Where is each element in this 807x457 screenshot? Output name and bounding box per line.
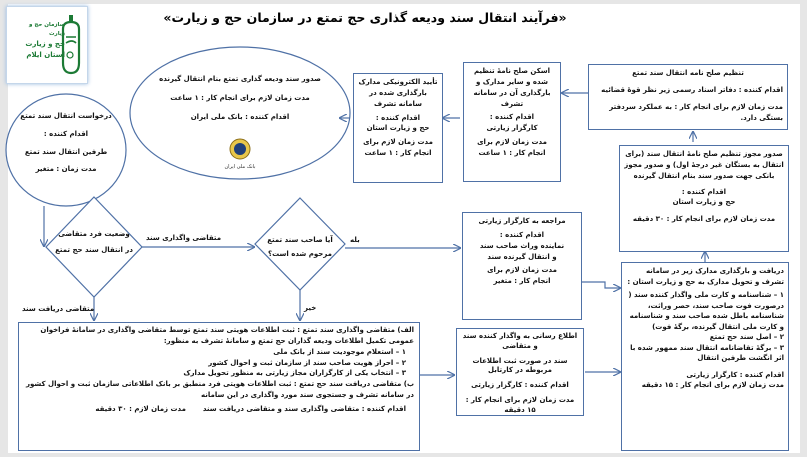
scan-actor: کارگزار زیارتی — [486, 124, 538, 133]
permit-actor-label: اقدام کننده : — [681, 187, 727, 196]
node-permit — [619, 145, 789, 252]
approve-title: تأیید الکترونیکی مدارک بارگذاری شده در سامانه تشرف — [358, 78, 438, 108]
node-deed — [588, 64, 788, 130]
deed-actor: اقدام کننده : دفاتر اسناد رسمی زیر نظر قوهٔ قضائیه — [601, 85, 783, 94]
decision2-line2: مرحوم شده است؟ — [268, 249, 332, 258]
approve-actor-label: اقدام کننده : — [375, 113, 421, 122]
node-request — [14, 112, 118, 175]
notify-duration: مدت زمان لازم برای انجام کار : ۱۵ دقیقه — [465, 395, 575, 414]
documents-intro: دریافت و بارگذاری مدارک زیر در سامانه تشرف و تحویل مدارک به حج و زیارت استان : — [627, 267, 784, 286]
logo-line1: سازمان حج و زیارت — [29, 22, 65, 37]
heirs-duration-1: مدت زمان لازم برای — [487, 266, 557, 275]
org-logo — [6, 6, 88, 84]
registration-footer — [24, 404, 406, 415]
registration-item3: ۳ – انتخاب یکی از کارگزاران مجاز زیارتی به منظور تحویل مدارک — [183, 369, 406, 378]
registration-duration: مدت زمان لازم : ۳۰ دقیقه — [95, 404, 186, 413]
deed-title: تنظیم صلح نامه انتقال سند تمتع — [632, 69, 744, 77]
edge-label-receiver: متقاضی دریافت سند — [22, 305, 95, 313]
node-notify — [456, 328, 584, 416]
approve-duration-2: انجام کار : ۱ ساعت — [364, 149, 432, 158]
registration-part-a: الف) متقاضی واگذاری سند تمتع : ثبت اطلاعات هویتی سند تمتع توسط متقاضی واگذاری در سامانهٔ فراخوان عمومی تکمیل اطلاعات ودیعه گذاران حج تمتع و سامانهٔ تشرف به منظور: — [40, 326, 414, 345]
heirs-actor-1: نماینده وراث صاحب سند — [479, 241, 565, 250]
request-actor: طرفین انتقال سند تمتع — [24, 147, 108, 156]
bank-logo-text: بانک ملی ایران — [224, 164, 256, 170]
edge-label-yes: بله — [350, 236, 360, 244]
request-duration: مدت زمان : متغیر — [35, 165, 97, 174]
logo-line2: حج و زیارت استان ایلام — [25, 39, 65, 59]
documents-actor: اقدام کننده : کارگزار زیارتی — [686, 370, 784, 379]
bank-melli-emblem-icon — [229, 138, 251, 160]
permit-duration: مدت زمان لازم برای انجام کار : ۳۰ دقیقه — [632, 215, 776, 224]
heirs-actor-label: اقدام کننده : — [499, 230, 545, 239]
registration-part-b: ب) متقاضی دریافت سند حج تمتع : ثبت اطلاعات هویتی فرد منطبق بر بانک اطلاعاتی سازمان ثبت و احوال کشور در سامانه تشرف و جستجوی سند مورد واگذاری در این سامانه — [25, 380, 414, 400]
scan-title: اسکن صلح نامهٔ تنظیم شده و سایر مدارک و بارگذاری آن در سامانه تشرف — [473, 67, 551, 108]
notify-line1: اطلاع رسانی به واگذار کننده سند و متقاضی — [462, 332, 578, 350]
decision1-line1: وضعیت فرد متقاضی — [58, 230, 130, 238]
page-title: «فرآیند انتقال سند ودیعه گذاری حج تمتع در سازمان حج و زیارت» — [163, 10, 567, 25]
issue-duration: مدت زمان لازم برای انجام کار : ۱ ساعت — [170, 93, 310, 102]
issue-actor: اقدام کننده : بانک ملی ایران — [190, 112, 290, 121]
heirs-title: مراجعه به کارگزار زیارتی — [478, 217, 566, 225]
heirs-duration-2: انجام کار : متغیر — [493, 277, 551, 286]
bank-melli-logo — [221, 138, 259, 172]
documents-item3: ۳ – برگهٔ تقاضانامه انتقال سند ممهور شده با اثر انگشت طرفین انتقال — [630, 343, 784, 362]
documents-item1: ۱ – شناسنامه و کارت ملی واگذار کننده سند ( درصورت فوت صاحب سند، حصر وراثت، شناسنامه باطل شده صاحب سند و شناسنامه و کارت ملی انتقال گیرنده، برگهٔ فوت) — [628, 291, 784, 331]
edge-heirs-documents — [582, 282, 620, 288]
notify-line2: سند در صورت ثبت اطلاعات مربوطه در کارتابل — [472, 356, 568, 375]
issue-title: صدور سند ودیعه گذاری تمتع بنام انتقال گیرنده — [159, 75, 321, 83]
deed-duration: مدت زمان لازم برای انجام کار : به عملکرد سردفتر بستگی دارد. — [609, 102, 783, 122]
edge-label-transferor: متقاضی واگذاری سند — [146, 234, 222, 242]
scan-duration-1: مدت زمان لازم برای — [477, 138, 547, 147]
node-heirs-referral — [462, 212, 582, 320]
permit-actor: حج و زیارت استان — [672, 198, 736, 207]
node-registration — [18, 322, 420, 451]
request-title: درخواست انتقال سند تمتع — [20, 112, 112, 120]
registration-item2: ۲ – احراز هویت صاحب سند از سازمان ثبت و احوال کشور — [208, 358, 406, 367]
registration-item1: ۱ – استعلام موجودیت سند از بانک ملی — [273, 347, 406, 356]
registration-actor: اقدام کننده : متقاضی واگذاری سند و متقاضی دریافت سند — [202, 404, 406, 413]
node-approve — [353, 73, 443, 183]
decision-applicant — [52, 230, 136, 256]
scan-actor-label: اقدام کننده : — [489, 113, 535, 122]
notify-actor: اقدام کننده : کارگزار زیارتی — [471, 381, 569, 390]
edge-label-no: خیر — [304, 304, 317, 312]
decision-deceased — [262, 236, 338, 260]
documents-duration: مدت زمان لازم برای انجام کار : ۱۵ دقیقه — [641, 381, 784, 389]
request-actor-label: اقدام کننده : — [43, 129, 89, 138]
node-scan — [463, 62, 561, 182]
decision1-line2: در انتقال سند حج تمتع — [55, 245, 133, 254]
documents-item2: ۲ – اصل سند حج تمتع — [709, 333, 784, 341]
node-documents — [621, 262, 789, 451]
scan-duration-2: انجام کار : ۱ ساعت — [478, 148, 546, 157]
approve-duration-1: مدت زمان لازم برای — [363, 138, 433, 147]
heirs-actor-2: و انتقال گیرنده سند — [487, 252, 557, 261]
approve-actor: حج و زیارت استان — [366, 124, 430, 133]
permit-title: صدور مجوز تنظیم صلح نامهٔ انتقال سند (برای انتقال به بستگان غیر درجهٔ اول) و صدور مجوز بانکی جهت صدور سند بنام انتقال گیرنده — [624, 150, 784, 180]
node-issue — [148, 75, 332, 122]
decision2-line1: آیا صاحب سند تمتع — [267, 236, 333, 244]
